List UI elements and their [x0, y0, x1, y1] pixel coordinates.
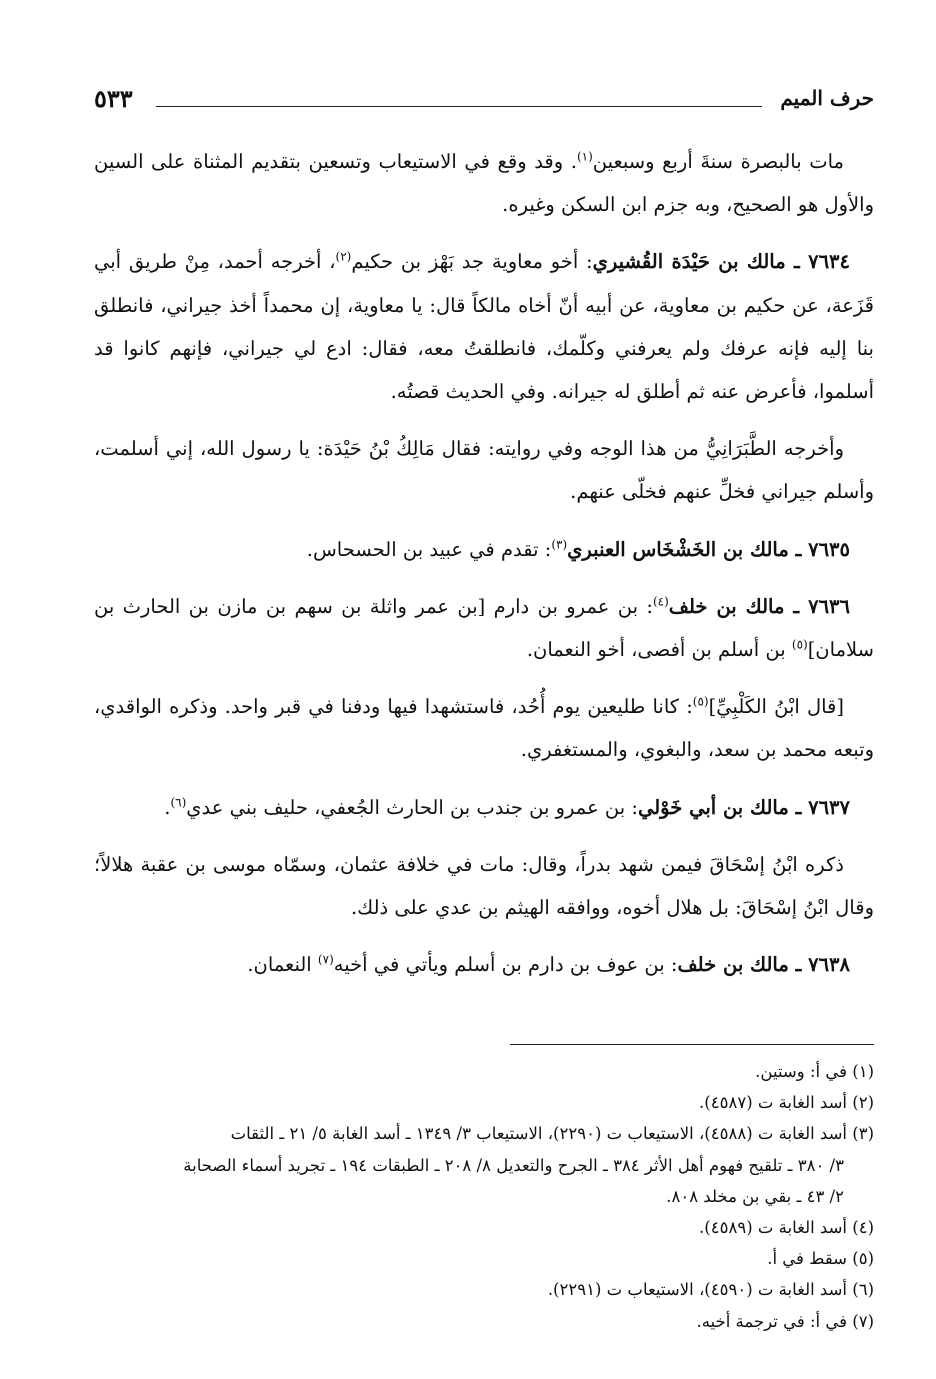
text-run: ، أخرجه أحمد، مِنْ طريق أبي قَزَعة، عن حكيم بن معاوية، عن أبيه أنّ أخاه مالكاً قال: يا معاوية، إن محمداً أخذ جيراني، فانطلق بنا إليه فإنه عرفك ولم يعرفني وكلّمك، فانطلقتُ معه، فقال: ادع لي جيراني، فإنهم كانوا قد أسلموا، فأعرض عنه ثم أطلق له جيرانه. وفي الحديث قصتُه.: [94, 250, 874, 404]
text-run: بن أسلم بن أفصى، أخو النعمان.: [526, 638, 792, 662]
text-run: [قال ابْنُ الكَلْبِيِّ]: [708, 695, 844, 719]
paragraph-ishaq: ذكره ابْنُ إسْحَاقَ فيمن شهد بدراً، وقال: مات في خلافة عثمان، وسمّاه موسى بن عقبة هلالاً؛ وقال ابْنُ إسْحَاقَ: بل هلال أخوه، ووافقه الهيثم بن عدي على ذلك.: [94, 852, 874, 920]
entry-heading: ٧٦٣٦ ـ مالك بن خلف: [668, 594, 850, 618]
footnote-3-continuation: ٢/ ٤٣ ـ بقي بن مخلد ٨٠٨.: [666, 1186, 844, 1206]
text-run: : بن عمرو بن جندب بن الحارث الجُعفي، حليف بني عدي: [186, 795, 638, 819]
entry-7636: [94, 585, 874, 671]
text-run: النعمان.: [247, 953, 318, 977]
footnote-ref-5: (٥): [791, 637, 808, 652]
entry-heading: ٧٦٣٧ ـ مالك بن أبي خَوْلي: [637, 795, 850, 819]
paragraph-tabarani: وأخرجه الطَّبَرَانِيُّ من هذا الوجه وفي روايته: فقال مَالِكُ بْنُ حَيْدَة: يا رسول الله، إني أسلمت، وأسلم جيراني فخلِّ عنهم فخلّى عنهم.: [94, 437, 874, 504]
entry-7635: [94, 528, 874, 571]
entry-heading: ٧٦٣٥ ـ مالك بن الخَشْخَاس العنبري: [567, 537, 850, 561]
text-run: : بن عوف بن دارم بن أسلم ويأتي في أخيه: [333, 953, 678, 977]
text-run: . وقد وقع في الاستيعاب وتسعين بتقديم المثناة على السين والأول هو الصحيح، وبه جزم ابن السكن وغيره.: [94, 150, 874, 217]
entry-heading: ٧٦٣٤ ـ مالك بن حَيْدَة القُشيري: [592, 250, 850, 274]
entry-7638: [94, 943, 874, 986]
text-run: .: [164, 795, 171, 819]
footnote-1: (١) في أ: وستين.: [755, 1062, 874, 1081]
footnote-ref-7: (٧): [317, 952, 334, 967]
running-title: حرف الميم: [780, 86, 874, 110]
header-rule: [156, 106, 762, 107]
entry-7637: [94, 786, 874, 829]
text-run: : أخو معاوية جد بَهْز بن حكيم: [351, 250, 593, 274]
footnote-ref-4: (٤): [652, 594, 669, 609]
text-run: مات بالبصرة سنةَ أربع وسبعين: [592, 150, 844, 173]
footnote-5: (٥) سقط في أ.: [767, 1249, 874, 1269]
footnotes: [94, 1056, 874, 1337]
entry-7634: [94, 240, 874, 413]
entry-heading: ٧٦٣٨ ـ مالك بن خلف: [677, 953, 850, 977]
footnote-3-continuation: ٣/ ٣٨٠ ـ تلقيح فهوم أهل الأثر ٣٨٤ ـ الجرح والتعديل ٨/ ٢٠٨ ـ الطبقات ١٩٤ ـ تجريد أسماء الصحابة: [183, 1155, 844, 1175]
footnote-4: (٤) أسد الغابة ت (٤٥٨٩).: [699, 1218, 874, 1238]
footnote-ref-5b: (٥): [692, 694, 709, 709]
footnote-ref-6: (٦): [170, 795, 187, 810]
footnote-ref-2: (٢): [335, 249, 352, 264]
footnote-6: (٦) أسد الغابة ت (٤٥٩٠)، الاستيعاب ت (٢٢٩١).: [547, 1280, 874, 1300]
text-run: : كانا طليعين يوم أُحُد، فاستشهدا فيها ودفنا في قبر واحد. وذكره الواقدي، وتبعه محمد بن سعد، والبغوي، والمستغفري.: [94, 695, 874, 762]
footnote-3: (٣) أسد الغابة ت (٤٥٨٨)، الاستيعاب ت (٢٢٩٠)، الاستيعاب ٣/ ١٣٤٩ ـ أسد الغابة ٥/ ٢١ ـ الثقات: [230, 1124, 874, 1144]
footnote-7: (٧) في أ: في ترجمة أخيه.: [696, 1311, 874, 1331]
page-header: [94, 86, 874, 126]
footnote-ref-1: (١): [576, 149, 593, 164]
page-number: ٥٣٣: [94, 84, 133, 113]
footnote-separator: [510, 1044, 874, 1045]
footnote-2: (٢) أسد الغابة ت (٤٥٨٧).: [699, 1093, 874, 1113]
text-run: : تقدم في عبيد بن الحسحاس.: [306, 537, 552, 561]
main-text: [94, 140, 874, 1000]
paragraph-death-note: [94, 140, 874, 226]
text-run: : بن عمرو بن دارم [بن عمر واثلة بن سهم بن مازن بن الحارث بن سلامان]: [94, 594, 874, 662]
paragraph-kalbi: [94, 685, 874, 771]
footnote-ref-3: (٣): [551, 537, 568, 552]
